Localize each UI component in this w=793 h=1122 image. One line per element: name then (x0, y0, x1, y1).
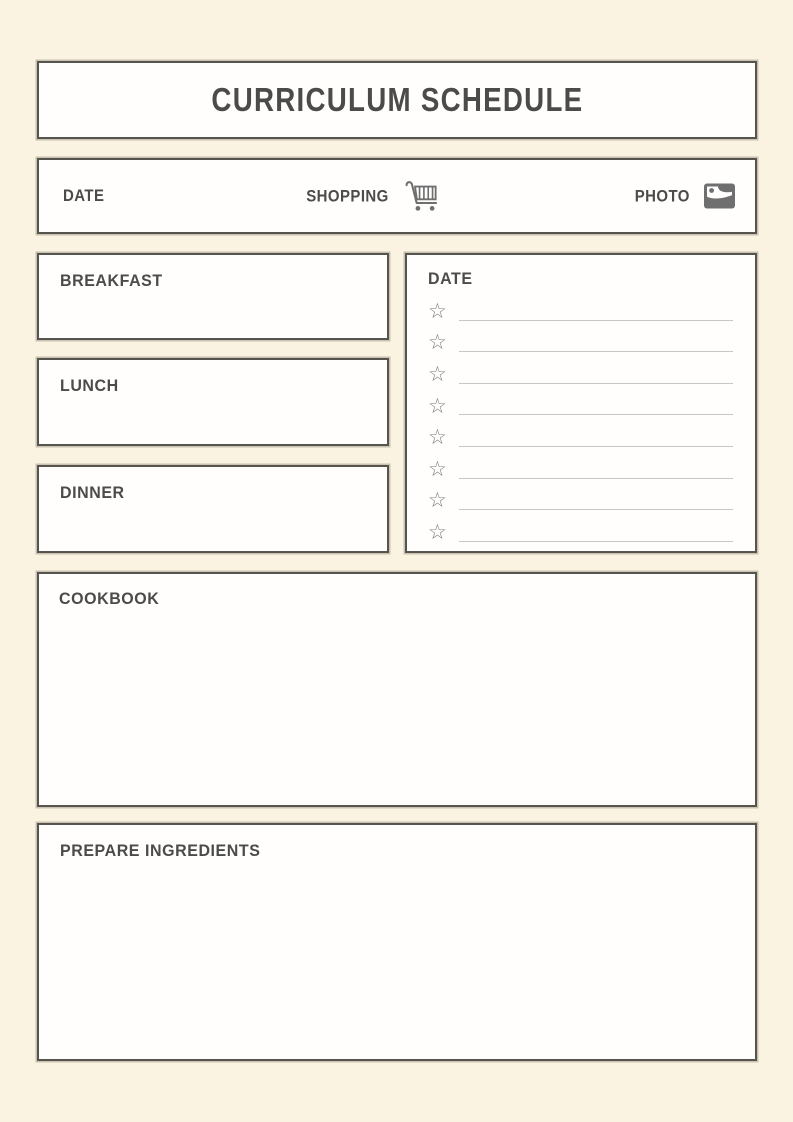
photo-label: PHOTO (635, 186, 691, 205)
page-title: CURRICULUM SCHEDULE (211, 81, 583, 118)
cookbook-label: COOKBOOK (59, 589, 160, 608)
fill-in-line (459, 320, 733, 321)
star-row (428, 422, 733, 454)
star-outline-icon: ☆ (428, 488, 447, 513)
star-row (428, 517, 733, 549)
star-row (428, 328, 733, 360)
prepare-ingredients-box (37, 823, 757, 1061)
star-row (428, 359, 733, 391)
fill-in-line (459, 446, 733, 447)
shopping-field (301, 180, 440, 213)
star-outline-icon: ☆ (428, 519, 447, 544)
fill-in-line (459, 351, 733, 352)
star-outline-icon: ☆ (428, 330, 447, 355)
meta-row-box (37, 158, 757, 234)
star-outline-icon: ☆ (428, 361, 447, 386)
star-checklist (428, 296, 733, 549)
shopping-label: SHOPPING (306, 186, 389, 205)
lunch-box (37, 358, 389, 446)
lunch-label: LUNCH (60, 376, 119, 395)
photo-image-icon (704, 184, 735, 209)
prepare-ingredients-label: PREPARE INGREDIENTS (60, 841, 261, 860)
title-box (37, 61, 757, 139)
star-outline-icon: ☆ (428, 425, 447, 450)
star-outline-icon: ☆ (428, 393, 447, 418)
breakfast-label: BREAKFAST (60, 271, 163, 290)
shopping-cart-icon (403, 180, 439, 213)
date-panel-label: DATE (428, 269, 473, 288)
dinner-label: DINNER (60, 483, 125, 502)
fill-in-line (459, 414, 733, 415)
star-row (428, 454, 733, 486)
fill-in-line (459, 478, 733, 479)
date-checklist-panel (405, 253, 757, 553)
date-field (63, 186, 110, 206)
star-row (428, 486, 733, 518)
cookbook-box (37, 572, 757, 807)
date-label: DATE (63, 186, 105, 205)
star-outline-icon: ☆ (428, 298, 447, 323)
photo-field (631, 184, 735, 209)
fill-in-line (459, 383, 733, 384)
dinner-box (37, 465, 389, 553)
star-outline-icon: ☆ (428, 456, 447, 481)
fill-in-line (459, 541, 733, 542)
star-row (428, 391, 733, 423)
breakfast-box (37, 253, 389, 340)
star-row (428, 296, 733, 328)
fill-in-line (459, 509, 733, 510)
